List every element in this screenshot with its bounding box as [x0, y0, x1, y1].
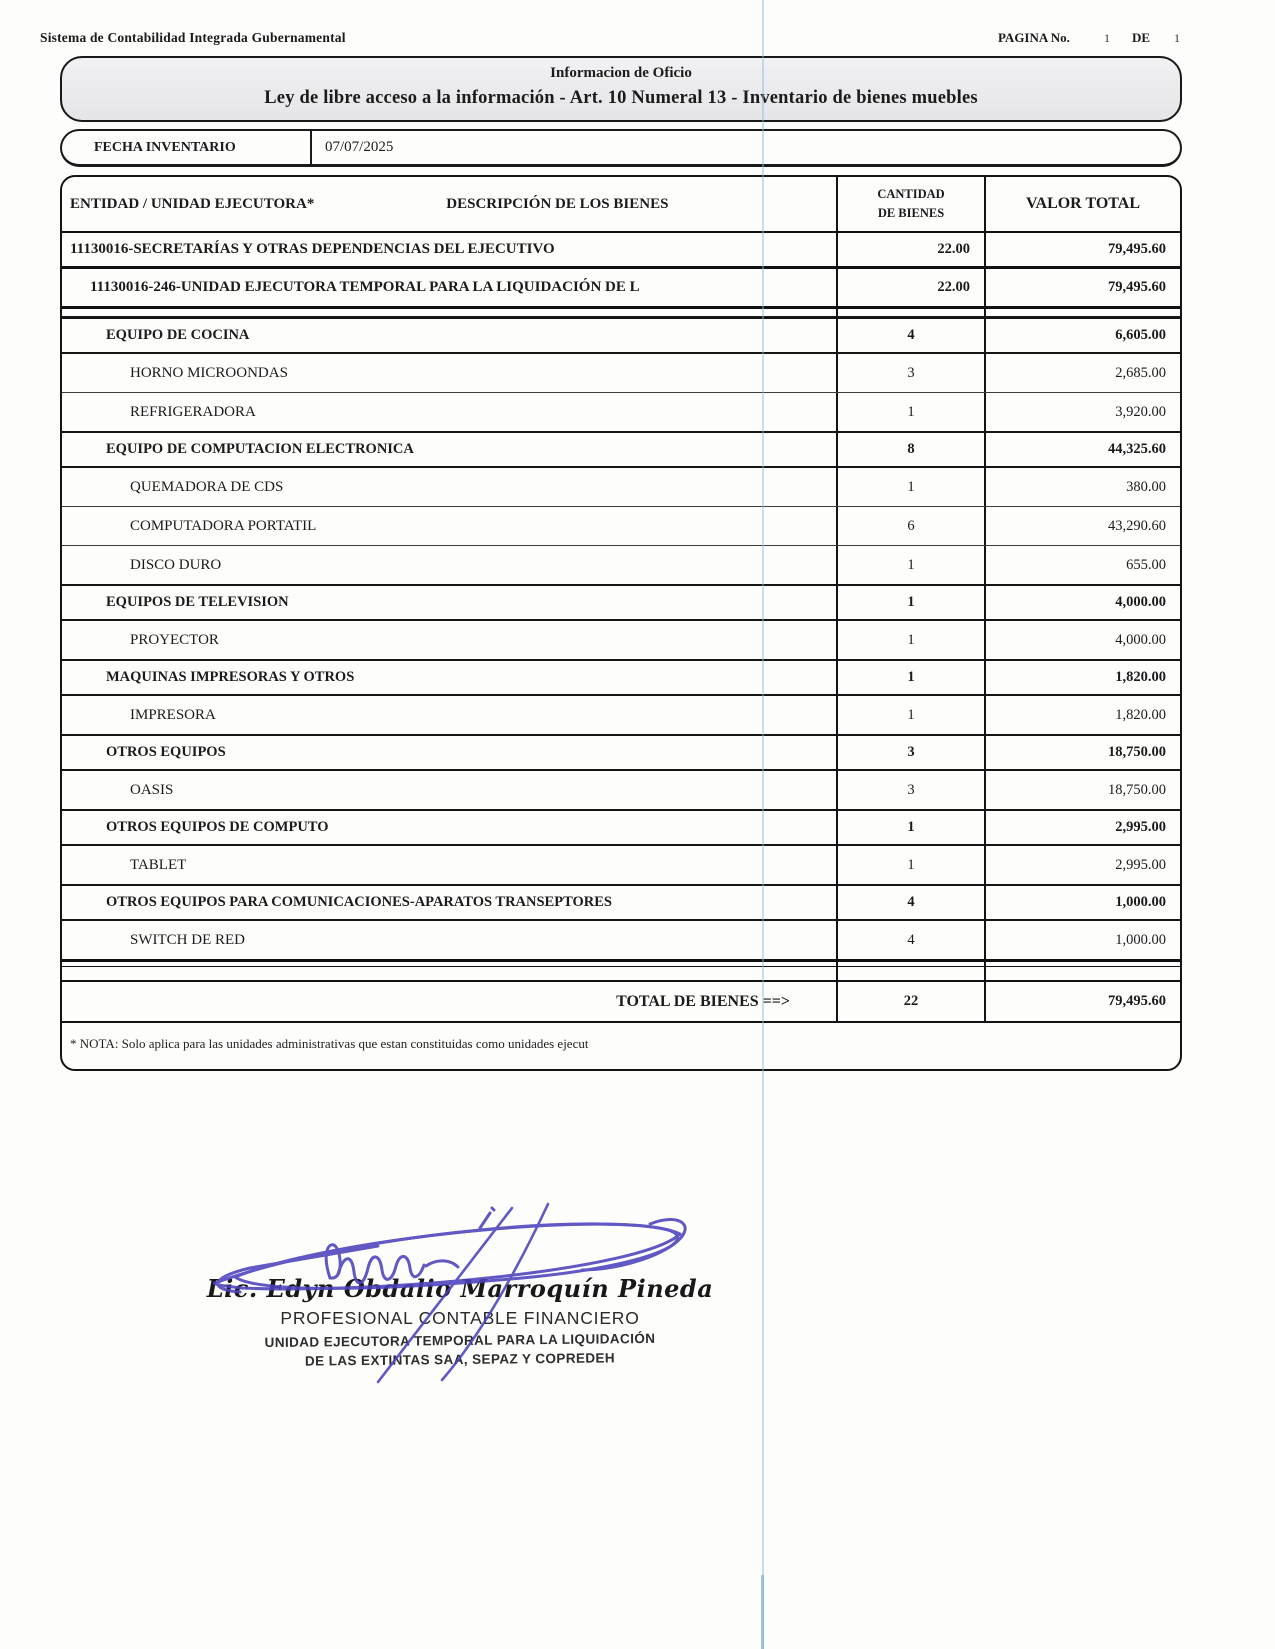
total-value: 79,495.60: [984, 982, 1180, 1021]
row-label: QUEMADORA DE CDS: [130, 478, 284, 495]
header-description-label: DESCRIPCIÓN DE LOS BIENES: [446, 195, 669, 212]
page-header: [0, 0, 1275, 54]
row-label-cell: [62, 886, 836, 919]
table-row: [62, 317, 1180, 354]
inventory-date-value: 07/07/2025: [325, 139, 394, 155]
table-row: [62, 846, 1180, 885]
table-row: [62, 393, 1180, 432]
row-quantity: 1: [836, 696, 984, 734]
table-row: [62, 884, 1180, 921]
divider-cell: [62, 967, 836, 980]
page-total: 1: [1174, 31, 1180, 45]
row-label-cell: [62, 269, 836, 306]
page-number: 1: [1103, 31, 1110, 45]
row-label-cell: [62, 661, 836, 694]
row-label: PROYECTOR: [130, 631, 219, 648]
row-value: 18,750.00: [984, 771, 1180, 809]
divider-cell: [836, 309, 984, 316]
total-label-cell: [62, 982, 836, 1021]
table-row: [62, 431, 1180, 468]
row-value: 79,495.60: [984, 233, 1180, 266]
row-label: COMPUTADORA PORTATIL: [130, 517, 317, 534]
signature-block: [180, 1182, 740, 1367]
row-label: TABLET: [130, 856, 187, 873]
row-label: 11130016-246-UNIDAD EJECUTORA TEMPORAL PARA LA LIQUIDACIÓN DE L: [90, 279, 640, 295]
row-value: 1,820.00: [984, 696, 1180, 734]
row-label-cell: [62, 811, 836, 844]
row-value: 18,750.00: [984, 736, 1180, 769]
table-header-row: [62, 177, 1180, 233]
table-divider: [62, 967, 1180, 982]
row-label-cell: [62, 586, 836, 619]
row-label-cell: [62, 696, 836, 734]
row-label: SWITCH DE RED: [130, 931, 245, 948]
header-entity-label: ENTIDAD / UNIDAD EJECUTORA*: [70, 195, 315, 212]
divider-cell: [62, 962, 836, 966]
row-label-cell: [62, 736, 836, 769]
row-quantity: 4: [836, 886, 984, 919]
row-label-cell: [62, 507, 836, 545]
header-entity-cell: [62, 177, 836, 231]
total-quantity: 22: [836, 982, 984, 1021]
row-label: IMPRESORA: [130, 706, 216, 723]
pagination: [998, 30, 1180, 46]
row-quantity: 22.00: [836, 269, 984, 306]
system-title: Sistema de Contabilidad Integrada Gubernamental: [40, 30, 346, 45]
row-value: 79,495.60: [984, 269, 1180, 306]
row-label: OTROS EQUIPOS PARA COMUNICACIONES-APARATOS TRANSEPTORES: [106, 894, 612, 910]
row-value: 1,000.00: [984, 886, 1180, 919]
row-value: 2,995.00: [984, 811, 1180, 844]
row-quantity: 1: [836, 546, 984, 584]
row-value: 43,290.60: [984, 507, 1180, 545]
row-label: EQUIPOS DE TELEVISION: [106, 594, 289, 610]
row-label-cell: [62, 921, 836, 959]
table-row: [62, 921, 1180, 960]
row-quantity: 22.00: [836, 233, 984, 266]
table-row: [62, 507, 1180, 546]
table-row: [62, 233, 1180, 269]
table-row: [62, 659, 1180, 696]
row-value: 6,605.00: [984, 319, 1180, 352]
row-quantity: 4: [836, 921, 984, 959]
row-label: OTROS EQUIPOS: [106, 744, 226, 760]
header-value-cell: VALOR TOTAL: [984, 177, 1180, 231]
scan-fold-line: [762, 0, 764, 1649]
report-title-box: [60, 56, 1182, 122]
signatory-title: PROFESIONAL CONTABLE FINANCIERO: [280, 1308, 640, 1328]
inventory-table: [60, 175, 1182, 1071]
row-value: 1,000.00: [984, 921, 1180, 959]
table-row: [62, 809, 1180, 846]
row-quantity: 1: [836, 621, 984, 659]
row-label: OTROS EQUIPOS DE COMPUTO: [106, 819, 329, 835]
table-row: [62, 354, 1180, 393]
divider-cell: [836, 962, 984, 966]
row-value: 4,000.00: [984, 621, 1180, 659]
total-label: TOTAL DE BIENES ==>: [616, 992, 790, 1010]
row-label: REFRIGERADORA: [130, 403, 256, 420]
page-of-label: DE: [1131, 30, 1150, 45]
header-quantity-line2: DE BIENES: [877, 206, 945, 220]
row-label-cell: [62, 393, 836, 431]
row-value: 4,000.00: [984, 586, 1180, 619]
row-quantity: 1: [836, 586, 984, 619]
row-label: EQUIPO DE COMPUTACION ELECTRONICA: [106, 441, 414, 457]
header-quantity-cell: [836, 177, 984, 231]
row-value: 2,685.00: [984, 354, 1180, 392]
report-title: Ley de libre acceso a la información - Art. 10 Numeral 13 - Inventario de bienes muebles: [264, 88, 978, 108]
row-label: 11130016-SECRETARÍAS Y OTRAS DEPENDENCIAS DEL EJECUTIVO: [70, 241, 555, 257]
signatory-org-line1: UNIDAD EJECUTORA TEMPORAL PARA LA LIQUIDACIÓN: [264, 1330, 656, 1351]
row-label-cell: [62, 433, 836, 466]
divider-cell: [984, 309, 1180, 316]
row-value: 380.00: [984, 468, 1180, 506]
row-quantity: 3: [836, 736, 984, 769]
row-label-cell: [62, 546, 836, 584]
row-label-cell: [62, 621, 836, 659]
row-quantity: 4: [836, 319, 984, 352]
inventory-date-box: [60, 129, 1182, 167]
table-footnote: * NOTA: Solo aplica para las unidades administrativas que estan constituidas como unidades ejecut: [70, 1036, 589, 1051]
table-row: [62, 734, 1180, 771]
row-quantity: 1: [836, 846, 984, 884]
table-row: [62, 468, 1180, 507]
row-value: 1,820.00: [984, 661, 1180, 694]
row-value: 655.00: [984, 546, 1180, 584]
table-row: [62, 269, 1180, 309]
row-label-cell: [62, 846, 836, 884]
table-row: [62, 696, 1180, 735]
signatory-org-line2: DE LAS EXTINTAS SAA, SEPAZ Y COPREDEH: [304, 1350, 616, 1369]
table-row: [62, 546, 1180, 585]
table-total-row: [62, 982, 1180, 1023]
row-quantity: 1: [836, 661, 984, 694]
row-label: HORNO MICROONDAS: [130, 364, 288, 381]
inventory-date-label: FECHA INVENTARIO: [62, 131, 312, 164]
row-value: 44,325.60: [984, 433, 1180, 466]
row-label: OASIS: [130, 781, 174, 798]
row-quantity: 6: [836, 507, 984, 545]
signature-texts: [180, 1274, 740, 1367]
row-label: DISCO DURO: [130, 556, 222, 573]
row-label: EQUIPO DE COCINA: [106, 327, 250, 343]
row-value: 2,995.00: [984, 846, 1180, 884]
signatory-name: Lic. Edyn Obdalio Marroquín Pineda: [206, 1274, 714, 1303]
table-row: [62, 584, 1180, 621]
table-body: [62, 233, 1180, 982]
table-row: [62, 621, 1180, 660]
row-value: 3,920.00: [984, 393, 1180, 431]
row-label-cell: [62, 319, 836, 352]
row-label-cell: [62, 771, 836, 809]
report-subtitle: Informacion de Oficio: [550, 65, 692, 81]
row-quantity: 3: [836, 354, 984, 392]
row-quantity: 8: [836, 433, 984, 466]
divider-cell: [836, 967, 984, 980]
divider-cell: [62, 309, 836, 316]
table-row: [62, 771, 1180, 810]
table-divider: [62, 959, 1180, 967]
header-quantity-line1: CANTIDAD: [877, 187, 945, 202]
row-quantity: 1: [836, 811, 984, 844]
row-label: MAQUINAS IMPRESORAS Y OTROS: [106, 669, 355, 685]
row-label-cell: [62, 354, 836, 392]
divider-cell: [984, 967, 1180, 980]
page-label: PAGINA No.: [997, 30, 1070, 45]
divider-cell: [984, 962, 1180, 966]
row-quantity: 1: [836, 393, 984, 431]
row-quantity: 3: [836, 771, 984, 809]
row-label-cell: [62, 468, 836, 506]
row-quantity: 1: [836, 468, 984, 506]
scan-fold-line-bottom: [761, 1575, 764, 1649]
row-label-cell: [62, 233, 836, 266]
